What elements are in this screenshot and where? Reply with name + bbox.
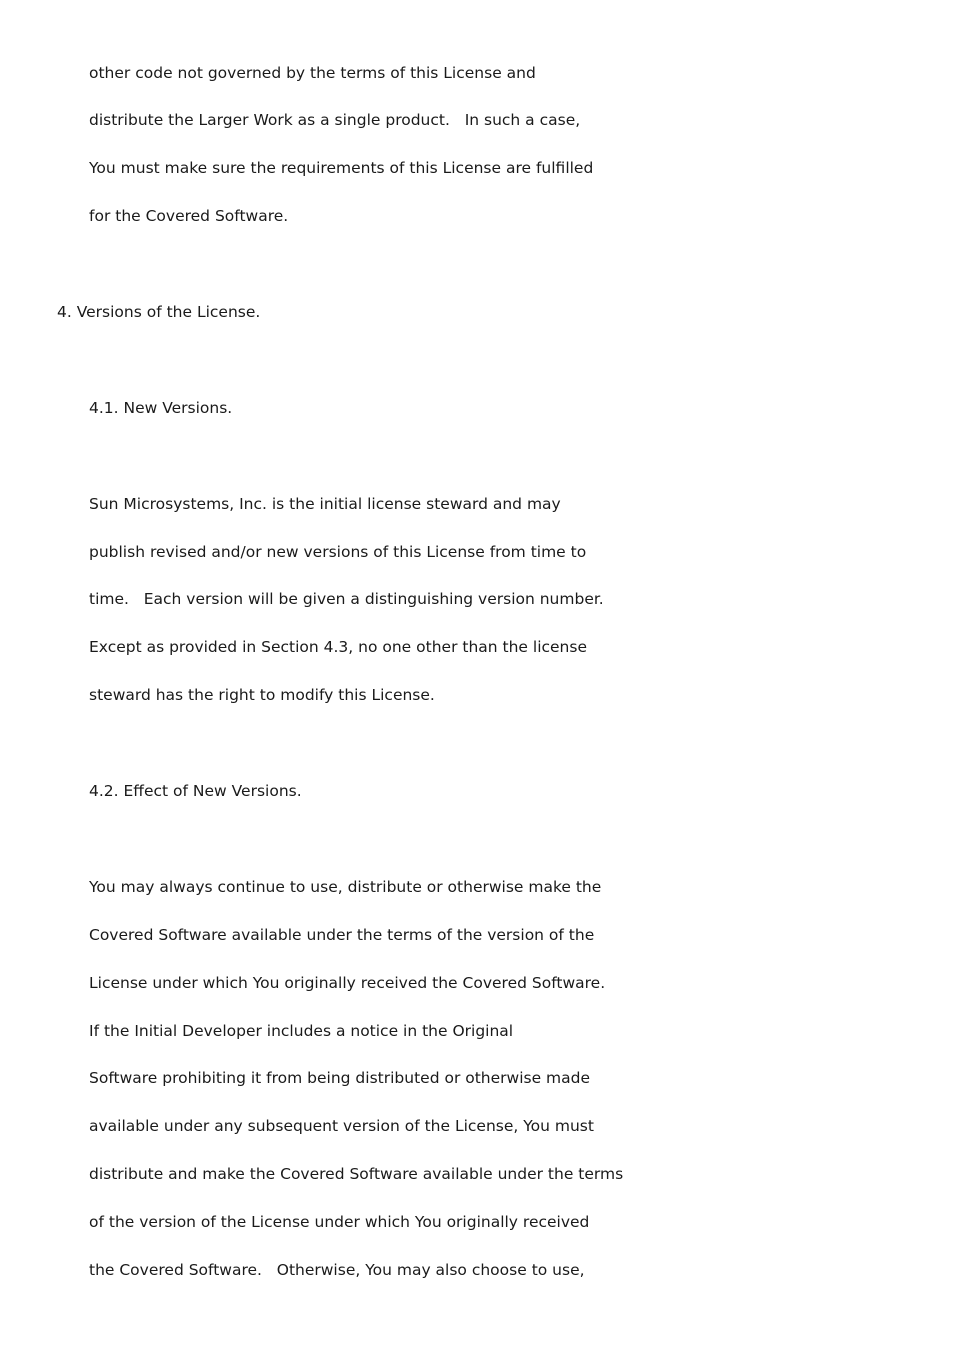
paragraph-line: Sun Microsystems, Inc. is the initial license steward and may	[89, 495, 561, 513]
paragraph-line: of the version of the License under which You originally received	[89, 1213, 590, 1231]
subsection-heading: 4.2. Effect of New Versions.	[89, 782, 302, 800]
paragraph-line: publish revised and/or new versions of this License from time to	[89, 543, 587, 561]
paragraph-line: Covered Software available under the terms of the version of the	[89, 926, 595, 944]
subsection-heading: 4.1. New Versions.	[89, 399, 233, 417]
paragraph-line: If the Initial Developer includes a notice in the Original	[89, 1022, 514, 1040]
paragraph-line: License under which You originally received the Covered Software.	[89, 974, 606, 992]
paragraph-line: for the Covered Software.	[89, 207, 289, 225]
paragraph-line: the Covered Software. Otherwise, You may also choose to use,	[89, 1261, 585, 1279]
paragraph-line: other code not governed by the terms of this License and	[89, 64, 536, 82]
paragraph-line: available under any subsequent version of the License, You must	[89, 1117, 594, 1135]
paragraph-line: Software prohibiting it from being distributed or otherwise made	[89, 1069, 591, 1087]
paragraph-line: You may always continue to use, distribute or otherwise make the	[89, 878, 602, 896]
paragraph-line: You must make sure the requirements of this License are fulfilled	[89, 159, 594, 177]
paragraph-line: steward has the right to modify this License.	[89, 686, 435, 704]
paragraph-line: distribute and make the Covered Software available under the terms	[89, 1165, 624, 1183]
paragraph-line: time. Each version will be given a distinguishing version number.	[89, 590, 604, 608]
paragraph-line: Except as provided in Section 4.3, no one other than the license	[89, 638, 587, 656]
paragraph-line: distribute the Larger Work as a single product. In such a case,	[89, 111, 581, 129]
section-heading: 4. Versions of the License.	[57, 303, 261, 321]
